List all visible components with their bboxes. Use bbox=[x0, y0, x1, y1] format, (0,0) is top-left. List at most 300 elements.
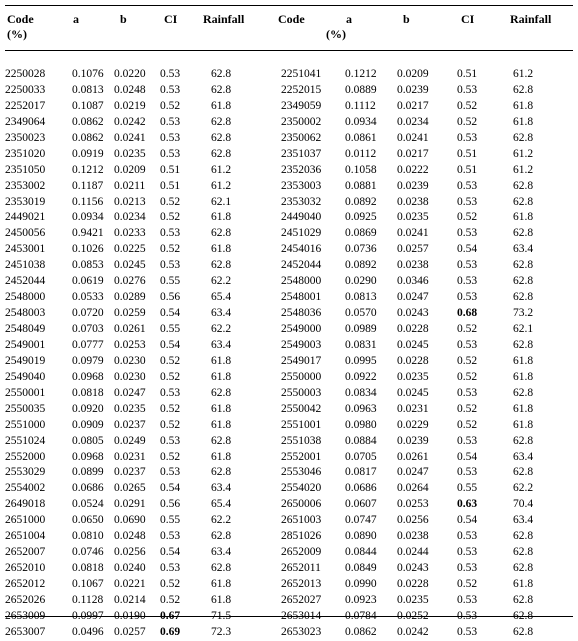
right-code-cell: 2652011 bbox=[281, 562, 321, 575]
left-b-cell: 0.0221 bbox=[114, 578, 146, 590]
right-ci-cell: 0.53 bbox=[457, 546, 478, 559]
right-ci-cell: 0.53 bbox=[457, 131, 478, 144]
left-b-cell: 0.0245 bbox=[114, 259, 146, 272]
header-right-a-line2: (%) bbox=[326, 27, 346, 41]
right-b-cell: 0.0264 bbox=[397, 482, 429, 495]
right-b-cell: 0.0231 bbox=[397, 402, 429, 415]
right-b-cell: 0.0247 bbox=[397, 466, 429, 479]
left-ci-cell: 0.52 bbox=[160, 418, 181, 431]
right-code-cell: 2352036 bbox=[281, 163, 322, 176]
right-rainfall-cell: 61.8 bbox=[513, 211, 534, 224]
right-rainfall-cell: 62.8 bbox=[513, 546, 534, 559]
right-b-cell: 0.0238 bbox=[397, 530, 429, 543]
left-code-cell: 2551000 bbox=[5, 418, 46, 431]
right-b-cell: 0.0235 bbox=[397, 211, 429, 224]
left-a-cell: 0.0968 bbox=[72, 450, 104, 463]
right-b-cell: 0.0243 bbox=[397, 307, 429, 320]
left-b-cell: 0.0289 bbox=[114, 291, 146, 304]
right-code-cell: 2351037 bbox=[281, 147, 322, 160]
left-rainfall-cell: 62.8 bbox=[211, 227, 232, 240]
right-rainfall-cell: 62.8 bbox=[513, 338, 534, 351]
left-ci-cell: 0.53 bbox=[160, 115, 181, 128]
right-rainfall-cell: 63.4 bbox=[513, 450, 534, 463]
table-row bbox=[5, 274, 573, 290]
table-row bbox=[5, 418, 573, 434]
right-a-cell: 0.0849 bbox=[345, 562, 377, 575]
left-ci-cell: 0.55 bbox=[160, 323, 181, 335]
right-code-cell: 2550042 bbox=[281, 402, 322, 415]
right-ci-cell: 0.68 bbox=[457, 307, 478, 320]
left-ci-cell: 0.53 bbox=[160, 227, 181, 240]
right-ci-cell: 0.53 bbox=[457, 195, 478, 208]
right-a-cell: 0.0736 bbox=[345, 243, 377, 256]
right-code-cell: 2452044 bbox=[281, 259, 322, 272]
left-b-cell: 0.0230 bbox=[114, 370, 146, 383]
table-row bbox=[5, 450, 573, 466]
right-code-cell: 2550003 bbox=[281, 386, 322, 399]
left-rainfall-cell: 62.1 bbox=[211, 195, 232, 208]
table-row bbox=[5, 561, 573, 577]
right-b-cell: 0.0247 bbox=[397, 291, 429, 304]
left-b-cell: 0.0690 bbox=[114, 514, 146, 527]
table-row bbox=[5, 290, 573, 306]
right-a-cell: 0.0813 bbox=[345, 291, 377, 304]
header-left-code-line1: Code bbox=[7, 12, 34, 26]
left-a-cell: 0.0813 bbox=[72, 83, 104, 96]
left-b-cell: 0.0256 bbox=[114, 546, 146, 559]
table-row bbox=[5, 465, 573, 481]
left-a-cell: 0.0968 bbox=[72, 370, 104, 383]
right-b-cell: 0.0235 bbox=[397, 593, 429, 606]
header-right-b: b bbox=[403, 12, 410, 26]
left-ci-cell: 0.54 bbox=[160, 482, 181, 495]
right-b-cell: 0.0229 bbox=[397, 418, 429, 431]
left-code-cell: 2651000 bbox=[5, 514, 46, 527]
left-ci-cell: 0.53 bbox=[160, 386, 181, 399]
right-a-cell: 0.0705 bbox=[345, 450, 377, 463]
left-b-cell: 0.0248 bbox=[114, 83, 146, 96]
right-rainfall-cell: 61.2 bbox=[513, 147, 534, 160]
left-a-cell: 0.9421 bbox=[72, 227, 104, 240]
right-b-cell: 0.0235 bbox=[397, 370, 429, 383]
right-rainfall-cell: 73.2 bbox=[513, 307, 534, 320]
right-rainfall-cell: 61.2 bbox=[513, 68, 534, 80]
left-a-cell: 0.1187 bbox=[72, 179, 104, 192]
table-top-rule bbox=[5, 5, 573, 6]
right-a-cell: 0.0607 bbox=[345, 498, 377, 511]
left-code-cell: 2652007 bbox=[5, 546, 46, 559]
table-row bbox=[5, 147, 573, 163]
left-ci-cell: 0.54 bbox=[160, 546, 181, 559]
right-a-cell: 0.0925 bbox=[345, 211, 377, 224]
left-rainfall-cell: 62.8 bbox=[211, 68, 232, 80]
left-ci-cell: 0.53 bbox=[160, 68, 181, 80]
left-rainfall-cell: 61.8 bbox=[211, 211, 232, 224]
table-row bbox=[5, 434, 573, 450]
right-rainfall-cell: 61.8 bbox=[513, 99, 534, 112]
right-a-cell: 0.0844 bbox=[345, 546, 377, 559]
left-rainfall-cell: 61.8 bbox=[211, 450, 232, 463]
right-code-cell: 2454016 bbox=[281, 243, 322, 256]
left-b-cell: 0.0235 bbox=[114, 402, 146, 415]
right-code-cell: 2549017 bbox=[281, 354, 322, 367]
left-rainfall-cell: 61.8 bbox=[211, 402, 232, 415]
right-b-cell: 0.0238 bbox=[397, 259, 429, 272]
left-ci-cell: 0.54 bbox=[160, 307, 181, 320]
right-a-cell: 0.0889 bbox=[345, 83, 377, 96]
right-rainfall-cell: 63.4 bbox=[513, 514, 534, 527]
right-a-cell: 0.0934 bbox=[345, 115, 377, 128]
right-ci-cell: 0.54 bbox=[457, 514, 478, 527]
left-rainfall-cell: 62.8 bbox=[211, 147, 232, 160]
right-a-cell: 0.0869 bbox=[345, 227, 377, 240]
left-b-cell: 0.0237 bbox=[114, 418, 146, 431]
header-left-code bbox=[7, 12, 34, 42]
right-code-cell: 2653023 bbox=[281, 625, 322, 638]
right-b-cell: 0.0346 bbox=[397, 275, 429, 288]
left-ci-cell: 0.69 bbox=[160, 625, 181, 638]
right-b-cell: 0.0228 bbox=[397, 323, 429, 335]
left-a-cell: 0.0919 bbox=[72, 147, 104, 160]
left-code-cell: 2351020 bbox=[5, 147, 46, 160]
left-code-cell: 2548049 bbox=[5, 323, 46, 335]
left-code-cell: 2450056 bbox=[5, 227, 46, 240]
right-a-cell: 0.0747 bbox=[345, 514, 377, 527]
left-rainfall-cell: 65.4 bbox=[211, 498, 232, 511]
left-b-cell: 0.0240 bbox=[114, 562, 146, 575]
right-ci-cell: 0.52 bbox=[457, 99, 478, 112]
right-code-cell: 2550000 bbox=[281, 370, 322, 383]
left-code-cell: 2549019 bbox=[5, 354, 46, 367]
right-ci-cell: 0.52 bbox=[457, 115, 478, 128]
right-b-cell: 0.0217 bbox=[397, 147, 429, 160]
right-code-cell: 2251041 bbox=[281, 68, 322, 80]
left-b-cell: 0.0257 bbox=[114, 625, 146, 638]
left-rainfall-cell: 62.2 bbox=[211, 323, 232, 335]
right-a-cell: 0.0890 bbox=[345, 530, 377, 543]
left-ci-cell: 0.53 bbox=[160, 259, 181, 272]
left-ci-cell: 0.51 bbox=[160, 179, 181, 192]
left-ci-cell: 0.52 bbox=[160, 243, 181, 256]
left-a-cell: 0.1076 bbox=[72, 68, 104, 80]
right-a-cell: 0.0686 bbox=[345, 482, 377, 495]
right-ci-cell: 0.54 bbox=[457, 450, 478, 463]
right-code-cell: 2651003 bbox=[281, 514, 322, 527]
left-code-cell: 2453001 bbox=[5, 243, 46, 256]
left-code-cell: 2551024 bbox=[5, 434, 46, 447]
right-rainfall-cell: 61.8 bbox=[513, 115, 534, 128]
right-a-cell: 0.0884 bbox=[345, 434, 377, 447]
right-rainfall-cell: 61.8 bbox=[513, 370, 534, 383]
table-row bbox=[5, 99, 573, 115]
right-b-cell: 0.0243 bbox=[397, 562, 429, 575]
table-row bbox=[5, 386, 573, 402]
right-b-cell: 0.0256 bbox=[397, 514, 429, 527]
left-a-cell: 0.0909 bbox=[72, 418, 104, 431]
right-ci-cell: 0.53 bbox=[457, 625, 478, 638]
left-code-cell: 2548003 bbox=[5, 307, 46, 320]
right-rainfall-cell: 62.8 bbox=[513, 593, 534, 606]
left-a-cell: 0.1156 bbox=[72, 195, 104, 208]
left-a-cell: 0.0862 bbox=[72, 115, 104, 128]
right-b-cell: 0.0241 bbox=[397, 131, 429, 144]
header-right-a-line1: a bbox=[346, 12, 352, 26]
table-row bbox=[5, 481, 573, 497]
right-a-cell: 0.1112 bbox=[345, 99, 376, 112]
right-ci-cell: 0.52 bbox=[457, 354, 478, 367]
right-rainfall-cell: 62.8 bbox=[513, 386, 534, 399]
left-code-cell: 2554002 bbox=[5, 482, 46, 495]
right-rainfall-cell: 62.8 bbox=[513, 227, 534, 240]
left-b-cell: 0.0235 bbox=[114, 147, 146, 160]
left-rainfall-cell: 62.8 bbox=[211, 434, 232, 447]
header-right-code: Code bbox=[278, 12, 305, 26]
right-code-cell: 2548001 bbox=[281, 291, 322, 304]
left-rainfall-cell: 62.8 bbox=[211, 530, 232, 543]
right-a-cell: 0.0831 bbox=[345, 338, 377, 351]
right-b-cell: 0.0252 bbox=[397, 609, 429, 622]
left-b-cell: 0.0259 bbox=[114, 307, 146, 320]
left-rainfall-cell: 61.2 bbox=[211, 179, 232, 192]
left-code-cell: 2651004 bbox=[5, 530, 46, 543]
header-right-a bbox=[326, 12, 352, 42]
right-b-cell: 0.0209 bbox=[397, 68, 429, 80]
right-ci-cell: 0.53 bbox=[457, 593, 478, 606]
right-ci-cell: 0.53 bbox=[457, 227, 478, 240]
left-ci-cell: 0.54 bbox=[160, 338, 181, 351]
left-ci-cell: 0.55 bbox=[160, 514, 181, 527]
left-rainfall-cell: 62.8 bbox=[211, 259, 232, 272]
left-b-cell: 0.0247 bbox=[114, 386, 146, 399]
left-a-cell: 0.0524 bbox=[72, 498, 104, 511]
left-b-cell: 0.0253 bbox=[114, 338, 146, 351]
table-row bbox=[5, 513, 573, 529]
right-rainfall-cell: 62.8 bbox=[513, 179, 534, 192]
right-a-cell: 0.0112 bbox=[345, 147, 377, 160]
right-code-cell: 2653014 bbox=[281, 609, 322, 622]
left-a-cell: 0.0862 bbox=[72, 131, 104, 144]
header-rule bbox=[5, 50, 573, 51]
left-a-cell: 0.0920 bbox=[72, 402, 104, 415]
right-b-cell: 0.0239 bbox=[397, 434, 429, 447]
right-a-cell: 0.0861 bbox=[345, 131, 377, 144]
left-a-cell: 0.1212 bbox=[72, 163, 104, 176]
left-a-cell: 0.0899 bbox=[72, 466, 104, 479]
table-row bbox=[5, 354, 573, 370]
table-row bbox=[5, 131, 573, 147]
right-rainfall-cell: 62.8 bbox=[513, 259, 534, 272]
left-ci-cell: 0.52 bbox=[160, 354, 181, 367]
left-code-cell: 2452044 bbox=[5, 275, 46, 288]
right-code-cell: 2349059 bbox=[281, 99, 322, 112]
right-rainfall-cell: 62.8 bbox=[513, 131, 534, 144]
table-row bbox=[5, 593, 573, 609]
table-row bbox=[5, 370, 573, 386]
right-a-cell: 0.0881 bbox=[345, 179, 377, 192]
left-rainfall-cell: 61.8 bbox=[211, 578, 232, 590]
right-code-cell: 2551001 bbox=[281, 418, 322, 431]
header-left-a: a bbox=[73, 12, 79, 26]
left-code-cell: 2351050 bbox=[5, 163, 46, 176]
right-a-cell: 0.0922 bbox=[345, 370, 377, 383]
right-code-cell: 2252015 bbox=[281, 83, 322, 96]
left-b-cell: 0.0241 bbox=[114, 131, 146, 144]
left-code-cell: 2449021 bbox=[5, 211, 46, 224]
right-a-cell: 0.0963 bbox=[345, 402, 377, 415]
left-ci-cell: 0.52 bbox=[160, 370, 181, 383]
right-ci-cell: 0.53 bbox=[457, 562, 478, 575]
right-rainfall-cell: 62.1 bbox=[513, 323, 534, 335]
left-rainfall-cell: 62.2 bbox=[211, 275, 232, 288]
left-a-cell: 0.0650 bbox=[72, 514, 104, 527]
right-code-cell: 2353003 bbox=[281, 179, 322, 192]
left-ci-cell: 0.56 bbox=[160, 498, 181, 511]
left-a-cell: 0.0496 bbox=[72, 625, 104, 638]
left-a-cell: 0.1067 bbox=[72, 578, 104, 590]
right-code-cell: 2652013 bbox=[281, 578, 322, 590]
left-a-cell: 0.0810 bbox=[72, 530, 104, 543]
right-code-cell: 2650006 bbox=[281, 498, 322, 511]
left-ci-cell: 0.52 bbox=[160, 402, 181, 415]
right-a-cell: 0.0995 bbox=[345, 354, 377, 367]
left-rainfall-cell: 65.4 bbox=[211, 291, 232, 304]
right-a-cell: 0.0290 bbox=[345, 275, 377, 288]
left-code-cell: 2549040 bbox=[5, 370, 46, 383]
left-ci-cell: 0.53 bbox=[160, 530, 181, 543]
table-row bbox=[5, 163, 573, 179]
header-left-b: b bbox=[120, 12, 127, 26]
left-code-cell: 2652026 bbox=[5, 593, 46, 606]
left-rainfall-cell: 62.8 bbox=[211, 386, 232, 399]
left-b-cell: 0.0237 bbox=[114, 466, 146, 479]
right-ci-cell: 0.52 bbox=[457, 323, 478, 335]
table-row bbox=[5, 338, 573, 354]
right-b-cell: 0.0234 bbox=[397, 115, 429, 128]
left-b-cell: 0.0233 bbox=[114, 227, 146, 240]
right-ci-cell: 0.54 bbox=[457, 243, 478, 256]
right-code-cell: 2652009 bbox=[281, 546, 322, 559]
left-a-cell: 0.0979 bbox=[72, 354, 104, 367]
table-row bbox=[5, 497, 573, 513]
left-code-cell: 2252017 bbox=[5, 99, 46, 112]
table-row bbox=[5, 322, 573, 338]
right-ci-cell: 0.52 bbox=[457, 578, 478, 590]
right-code-cell: 2554020 bbox=[281, 482, 322, 495]
right-rainfall-cell: 62.8 bbox=[513, 83, 534, 96]
left-rainfall-cell: 62.2 bbox=[211, 514, 232, 527]
right-rainfall-cell: 61.8 bbox=[513, 578, 534, 590]
left-b-cell: 0.0213 bbox=[114, 195, 146, 208]
right-rainfall-cell: 62.8 bbox=[513, 291, 534, 304]
right-b-cell: 0.0228 bbox=[397, 354, 429, 367]
right-ci-cell: 0.53 bbox=[457, 530, 478, 543]
right-a-cell: 0.0892 bbox=[345, 259, 377, 272]
table-row bbox=[5, 83, 573, 99]
right-rainfall-cell: 62.8 bbox=[513, 625, 534, 638]
right-rainfall-cell: 61.8 bbox=[513, 418, 534, 431]
left-ci-cell: 0.53 bbox=[160, 434, 181, 447]
table-row bbox=[5, 195, 573, 211]
right-rainfall-cell: 62.8 bbox=[513, 609, 534, 622]
right-ci-cell: 0.55 bbox=[457, 482, 478, 495]
right-a-cell: 0.0784 bbox=[345, 609, 377, 622]
right-a-cell: 0.0834 bbox=[345, 386, 377, 399]
left-b-cell: 0.0234 bbox=[114, 211, 146, 224]
left-b-cell: 0.0276 bbox=[114, 275, 146, 288]
right-ci-cell: 0.52 bbox=[457, 402, 478, 415]
left-a-cell: 0.0818 bbox=[72, 386, 104, 399]
right-code-cell: 2350062 bbox=[281, 131, 322, 144]
right-b-cell: 0.0241 bbox=[397, 227, 429, 240]
left-ci-cell: 0.55 bbox=[160, 275, 181, 288]
right-a-cell: 0.1212 bbox=[345, 68, 377, 80]
left-ci-cell: 0.51 bbox=[160, 163, 181, 176]
left-b-cell: 0.0231 bbox=[114, 450, 146, 463]
right-ci-cell: 0.52 bbox=[457, 211, 478, 224]
left-a-cell: 0.0686 bbox=[72, 482, 104, 495]
right-b-cell: 0.0238 bbox=[397, 195, 429, 208]
left-ci-cell: 0.67 bbox=[160, 609, 181, 622]
right-b-cell: 0.0244 bbox=[397, 546, 429, 559]
left-rainfall-cell: 71.5 bbox=[211, 609, 232, 622]
left-code-cell: 2353019 bbox=[5, 195, 46, 208]
table-row bbox=[5, 115, 573, 131]
right-b-cell: 0.0228 bbox=[397, 578, 429, 590]
right-rainfall-cell: 62.2 bbox=[513, 482, 534, 495]
right-ci-cell: 0.51 bbox=[457, 68, 478, 80]
right-rainfall-cell: 62.8 bbox=[513, 530, 534, 543]
left-ci-cell: 0.56 bbox=[160, 291, 181, 304]
table-row bbox=[5, 625, 573, 641]
right-rainfall-cell: 62.8 bbox=[513, 275, 534, 288]
right-code-cell: 2553046 bbox=[281, 466, 322, 479]
right-code-cell: 2549003 bbox=[281, 338, 322, 351]
right-b-cell: 0.0217 bbox=[397, 99, 429, 112]
left-ci-cell: 0.53 bbox=[160, 466, 181, 479]
right-b-cell: 0.0222 bbox=[397, 163, 429, 176]
left-rainfall-cell: 72.3 bbox=[211, 625, 232, 638]
right-code-cell: 2548036 bbox=[281, 307, 322, 320]
table-row bbox=[5, 210, 573, 226]
left-rainfall-cell: 62.8 bbox=[211, 115, 232, 128]
left-code-cell: 2653007 bbox=[5, 625, 46, 638]
table-row bbox=[5, 258, 573, 274]
right-rainfall-cell: 61.8 bbox=[513, 354, 534, 367]
left-ci-cell: 0.52 bbox=[160, 195, 181, 208]
table-row bbox=[5, 226, 573, 242]
right-b-cell: 0.0242 bbox=[397, 625, 429, 638]
left-rainfall-cell: 62.8 bbox=[211, 83, 232, 96]
left-code-cell: 2549001 bbox=[5, 338, 46, 351]
left-a-cell: 0.0746 bbox=[72, 546, 104, 559]
right-ci-cell: 0.51 bbox=[457, 147, 478, 160]
left-b-cell: 0.0220 bbox=[114, 68, 146, 80]
right-b-cell: 0.0245 bbox=[397, 386, 429, 399]
left-rainfall-cell: 63.4 bbox=[211, 546, 232, 559]
right-a-cell: 0.1058 bbox=[345, 163, 377, 176]
left-b-cell: 0.0291 bbox=[114, 498, 146, 511]
left-a-cell: 0.0703 bbox=[72, 323, 104, 335]
left-b-cell: 0.0209 bbox=[114, 163, 146, 176]
left-code-cell: 2548000 bbox=[5, 291, 46, 304]
right-a-cell: 0.0989 bbox=[345, 323, 377, 335]
right-ci-cell: 0.52 bbox=[457, 418, 478, 431]
right-b-cell: 0.0253 bbox=[397, 498, 429, 511]
table-body bbox=[5, 67, 573, 641]
left-b-cell: 0.0190 bbox=[114, 609, 146, 622]
table-row bbox=[5, 402, 573, 418]
right-a-cell: 0.0817 bbox=[345, 466, 377, 479]
